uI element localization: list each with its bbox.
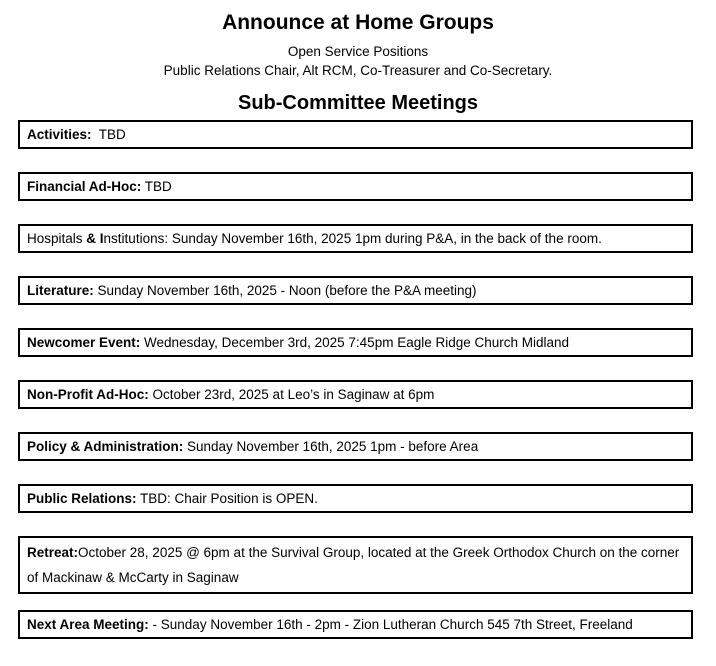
meeting-label: Activities: [27, 127, 92, 142]
meeting-content [27, 122, 126, 147]
meeting-text: Wednesday, December 3rd, 2025 7:45pm Eagle Ridge Church Midland [140, 335, 570, 350]
page-title: Announce at Home Groups [222, 11, 494, 34]
meeting-label: Next Area Meeting: [27, 617, 149, 632]
meeting-text: nstitutions: Sunday November 16th, 2025 1pm during P&A, in the back of the room. [103, 231, 602, 246]
meeting-label: Non-Profit Ad-Hoc: [27, 387, 149, 402]
meeting-content [27, 434, 478, 459]
meeting-content [27, 226, 602, 251]
meeting-text: Sunday November 16th, 2025 - Noon (before the P&A meeting) [93, 283, 477, 298]
meeting-text: October 23rd, 2025 at Leo’s in Saginaw at 6pm [148, 387, 435, 402]
meeting-label: & I [86, 231, 104, 246]
subtitle-open-service-positions: Open Service Positions [287, 44, 429, 59]
meeting-box-policy-administration [18, 432, 693, 461]
meeting-content [27, 382, 434, 407]
meeting-label: Retreat: [27, 545, 79, 560]
meeting-box-retreat [18, 536, 693, 594]
meeting-box-next-area-meeting [18, 610, 693, 639]
meeting-content [27, 612, 633, 637]
meetings-list [18, 120, 693, 639]
meeting-label: Financial Ad-Hoc: [27, 179, 142, 194]
meeting-prefix: Hospitals [27, 231, 87, 246]
document-header [0, 0, 716, 80]
meeting-text: TBD [91, 127, 126, 142]
meeting-box-financial-ad-hoc [18, 172, 693, 201]
meeting-label: Policy & Administration: [27, 439, 184, 454]
meeting-label: Public Relations: [27, 491, 137, 506]
meeting-box-public-relations [18, 484, 693, 513]
meeting-label: Newcomer Event: [27, 335, 141, 350]
section-title-sub-committee-meetings: Sub-Committee Meetings [237, 92, 479, 114]
meeting-text: TBD: Chair Position is OPEN. [136, 491, 318, 506]
meeting-text: Sunday November 16th, 2025 1pm - before Area [183, 439, 479, 454]
meeting-content [27, 540, 685, 590]
meeting-label: Literature: [27, 283, 94, 298]
meeting-text: October 28, 2025 @ 6pm at the Survival Group, located at the Greek Orthodox Church on the corner of Mackinaw & McCarty in Saginaw [27, 545, 684, 585]
meeting-box-non-profit-ad-hoc [18, 380, 693, 409]
meeting-content [27, 174, 172, 199]
meeting-content [27, 330, 569, 355]
meeting-box-activities [18, 120, 693, 149]
meeting-box-literature [18, 276, 693, 305]
meeting-content [27, 486, 318, 511]
meeting-content [27, 278, 477, 303]
meeting-text: - Sunday November 16th - 2pm - Zion Lutheran Church 545 7th Street, Freeland [148, 617, 633, 632]
subtitle-open-positions-list: Public Relations Chair, Alt RCM, Co-Treasurer and Co-Secretary. [163, 63, 553, 78]
meeting-box-newcomer-event [18, 328, 693, 357]
meeting-text: TBD [141, 179, 172, 194]
meeting-box-hospitals-institutions [18, 224, 693, 253]
